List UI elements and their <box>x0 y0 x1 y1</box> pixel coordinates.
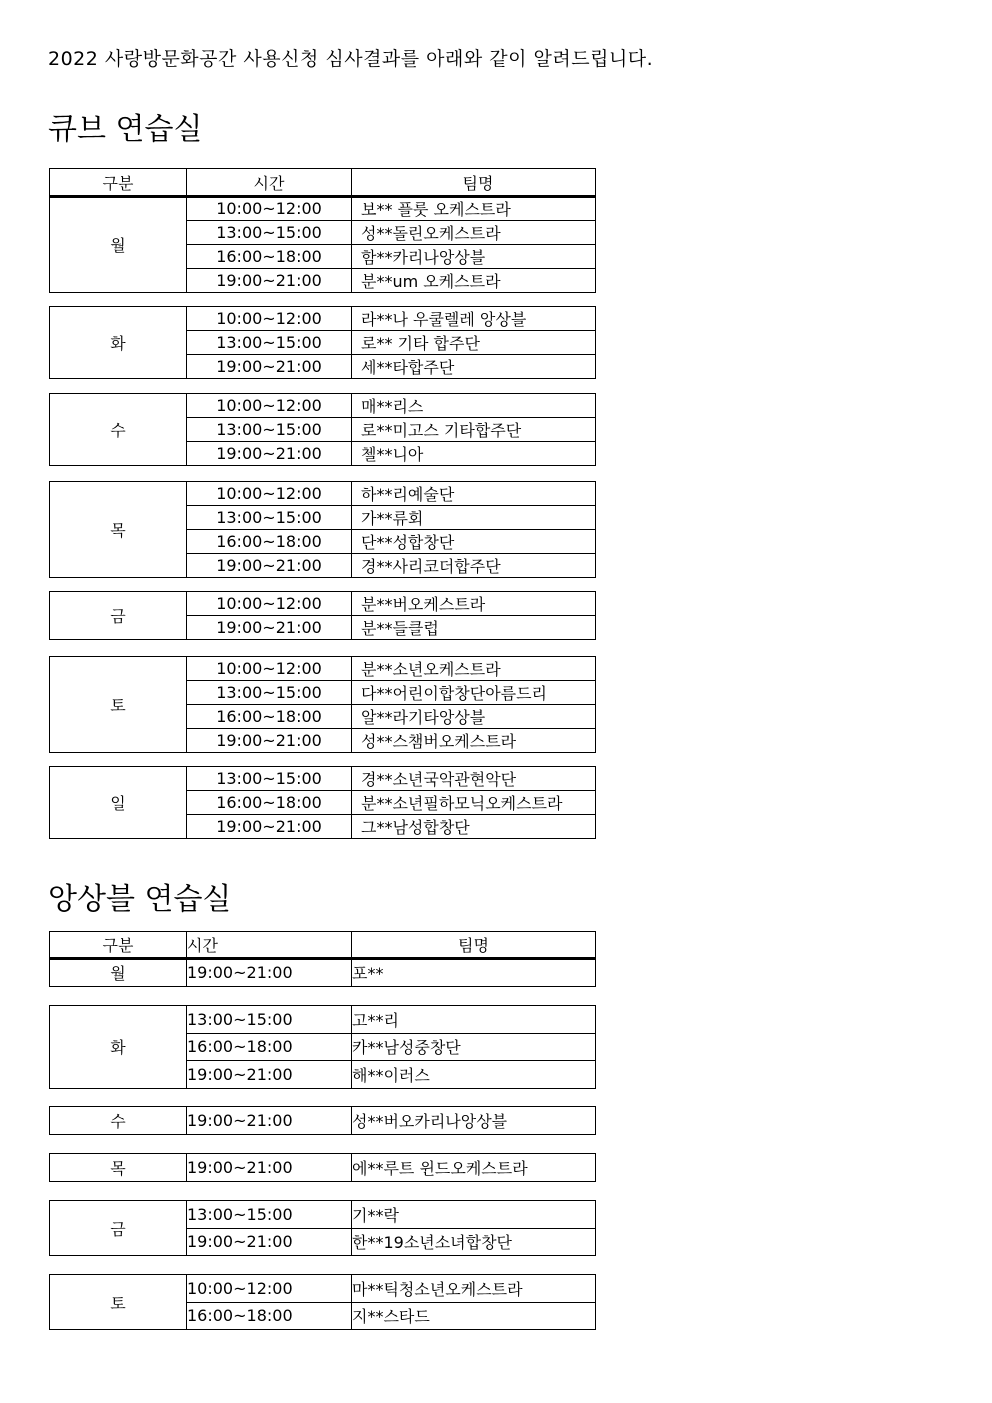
time-cell: 19:00~21:00 <box>187 1154 352 1182</box>
team-cell: 보** 플룻 오케스트라 <box>352 197 596 221</box>
cube-day-block <box>49 306 596 379</box>
table-row <box>50 197 596 221</box>
team-cell: 알**라기타앙상블 <box>352 705 596 729</box>
team-cell: 함**카리나앙상블 <box>352 245 596 269</box>
team-cell: 포** <box>352 959 596 987</box>
day-cell: 월 <box>50 197 187 293</box>
day-cell: 월 <box>50 959 187 987</box>
day-cell: 금 <box>50 592 187 640</box>
time-cell: 10:00~12:00 <box>187 197 352 221</box>
time-cell: 13:00~15:00 <box>187 767 352 791</box>
table-row <box>50 1107 596 1135</box>
team-cell: 분**들클럽 <box>352 616 596 640</box>
team-cell: 세**타합주단 <box>352 355 596 379</box>
ensemble-room-title: 앙상블 연습실 <box>48 882 232 917</box>
ensemble-day-block <box>49 1005 596 1089</box>
table-row <box>50 394 596 418</box>
table-row <box>50 307 596 331</box>
team-cell: 다**어린이합창단아름드리 <box>352 681 596 705</box>
table-row <box>50 1201 596 1229</box>
cube-day-block <box>49 766 596 839</box>
ensemble-header-table <box>49 931 596 960</box>
header-row <box>50 932 596 959</box>
cube-day-block <box>49 481 596 578</box>
team-cell: 단**성합창단 <box>352 530 596 554</box>
time-cell: 19:00~21:00 <box>187 269 352 293</box>
time-cell: 13:00~15:00 <box>187 1006 352 1034</box>
team-cell: 기**락 <box>352 1201 596 1229</box>
day-cell: 목 <box>50 482 187 578</box>
cube-room-title: 큐브 연습실 <box>48 112 203 147</box>
team-cell: 성**스챔버오케스트라 <box>352 729 596 753</box>
table-row <box>50 1154 596 1182</box>
time-cell: 19:00~21:00 <box>187 729 352 753</box>
time-cell: 13:00~15:00 <box>187 221 352 245</box>
team-cell: 에**루트 윈드오케스트라 <box>352 1154 596 1182</box>
team-cell: 분**um 오케스트라 <box>352 269 596 293</box>
time-cell: 10:00~12:00 <box>187 1275 352 1303</box>
table-row <box>50 592 596 616</box>
day-cell: 금 <box>50 1201 187 1256</box>
time-cell: 13:00~15:00 <box>187 1201 352 1229</box>
team-cell: 로**미고스 기타합주단 <box>352 418 596 442</box>
table-row <box>50 482 596 506</box>
team-cell: 분**버오케스트라 <box>352 592 596 616</box>
header-day: 구분 <box>50 932 187 959</box>
header-row <box>50 169 596 197</box>
table-row <box>50 767 596 791</box>
team-cell: 성**버오카리나앙상블 <box>352 1107 596 1135</box>
time-cell: 10:00~12:00 <box>187 592 352 616</box>
team-cell: 첼**니아 <box>352 442 596 466</box>
team-cell: 가**류회 <box>352 506 596 530</box>
cube-day-block <box>49 393 596 466</box>
time-cell: 16:00~18:00 <box>187 1302 352 1330</box>
team-cell: 경**사리코더합주단 <box>352 554 596 578</box>
time-cell: 13:00~15:00 <box>187 418 352 442</box>
team-cell: 지**스타드 <box>352 1302 596 1330</box>
team-cell: 해**이러스 <box>352 1061 596 1089</box>
time-cell: 19:00~21:00 <box>187 355 352 379</box>
team-cell: 경**소년국악관현악단 <box>352 767 596 791</box>
day-cell: 화 <box>50 1006 187 1089</box>
time-cell: 19:00~21:00 <box>187 1107 352 1135</box>
team-cell: 매**리스 <box>352 394 596 418</box>
time-cell: 10:00~12:00 <box>187 307 352 331</box>
time-cell: 13:00~15:00 <box>187 506 352 530</box>
time-cell: 19:00~21:00 <box>187 442 352 466</box>
cube-day-block <box>49 591 596 640</box>
team-cell: 마**틱청소년오케스트라 <box>352 1275 596 1303</box>
table-row <box>50 1006 596 1034</box>
team-cell: 로** 기타 합주단 <box>352 331 596 355</box>
team-cell: 분**소년오케스트라 <box>352 657 596 681</box>
time-cell: 19:00~21:00 <box>187 616 352 640</box>
time-cell: 19:00~21:00 <box>187 959 352 987</box>
ensemble-day-block <box>49 1106 596 1135</box>
team-cell: 그**남성합창단 <box>352 815 596 839</box>
header-team: 팀명 <box>352 169 596 197</box>
time-cell: 19:00~21:00 <box>187 815 352 839</box>
table-row <box>50 657 596 681</box>
time-cell: 16:00~18:00 <box>187 791 352 815</box>
time-cell: 19:00~21:00 <box>187 1228 352 1256</box>
ensemble-day-block <box>49 1200 596 1256</box>
time-cell: 16:00~18:00 <box>187 245 352 269</box>
cube-day-block <box>49 656 596 753</box>
time-cell: 13:00~15:00 <box>187 681 352 705</box>
day-cell: 토 <box>50 657 187 753</box>
time-cell: 10:00~12:00 <box>187 482 352 506</box>
day-cell: 일 <box>50 767 187 839</box>
day-cell: 토 <box>50 1275 187 1330</box>
ensemble-day-block <box>49 958 596 987</box>
time-cell: 10:00~12:00 <box>187 394 352 418</box>
time-cell: 16:00~18:00 <box>187 530 352 554</box>
header-time: 시간 <box>187 932 352 959</box>
intro-text: 2022 사랑방문화공간 사용신청 심사결과를 아래와 같이 알려드립니다. <box>48 48 654 70</box>
table-row <box>50 959 596 987</box>
day-cell: 화 <box>50 307 187 379</box>
team-cell: 카**남성중창단 <box>352 1033 596 1061</box>
time-cell: 16:00~18:00 <box>187 1033 352 1061</box>
day-cell: 목 <box>50 1154 187 1182</box>
ensemble-day-block <box>49 1274 596 1330</box>
time-cell: 16:00~18:00 <box>187 705 352 729</box>
header-time: 시간 <box>187 169 352 197</box>
team-cell: 고**리 <box>352 1006 596 1034</box>
header-day: 구분 <box>50 169 187 197</box>
cube-header-table <box>49 168 596 198</box>
team-cell: 분**소년필하모닉오케스트라 <box>352 791 596 815</box>
time-cell: 19:00~21:00 <box>187 554 352 578</box>
day-cell: 수 <box>50 1107 187 1135</box>
time-cell: 10:00~12:00 <box>187 657 352 681</box>
time-cell: 13:00~15:00 <box>187 331 352 355</box>
time-cell: 19:00~21:00 <box>187 1061 352 1089</box>
header-team: 팀명 <box>352 932 596 959</box>
team-cell: 성**돌린오케스트라 <box>352 221 596 245</box>
team-cell: 한**19소년소녀합창단 <box>352 1228 596 1256</box>
team-cell: 라**나 우쿨렐레 앙상블 <box>352 307 596 331</box>
day-cell: 수 <box>50 394 187 466</box>
table-row <box>50 1275 596 1303</box>
ensemble-day-block <box>49 1153 596 1182</box>
team-cell: 하**리예술단 <box>352 482 596 506</box>
cube-day-block <box>49 196 596 293</box>
